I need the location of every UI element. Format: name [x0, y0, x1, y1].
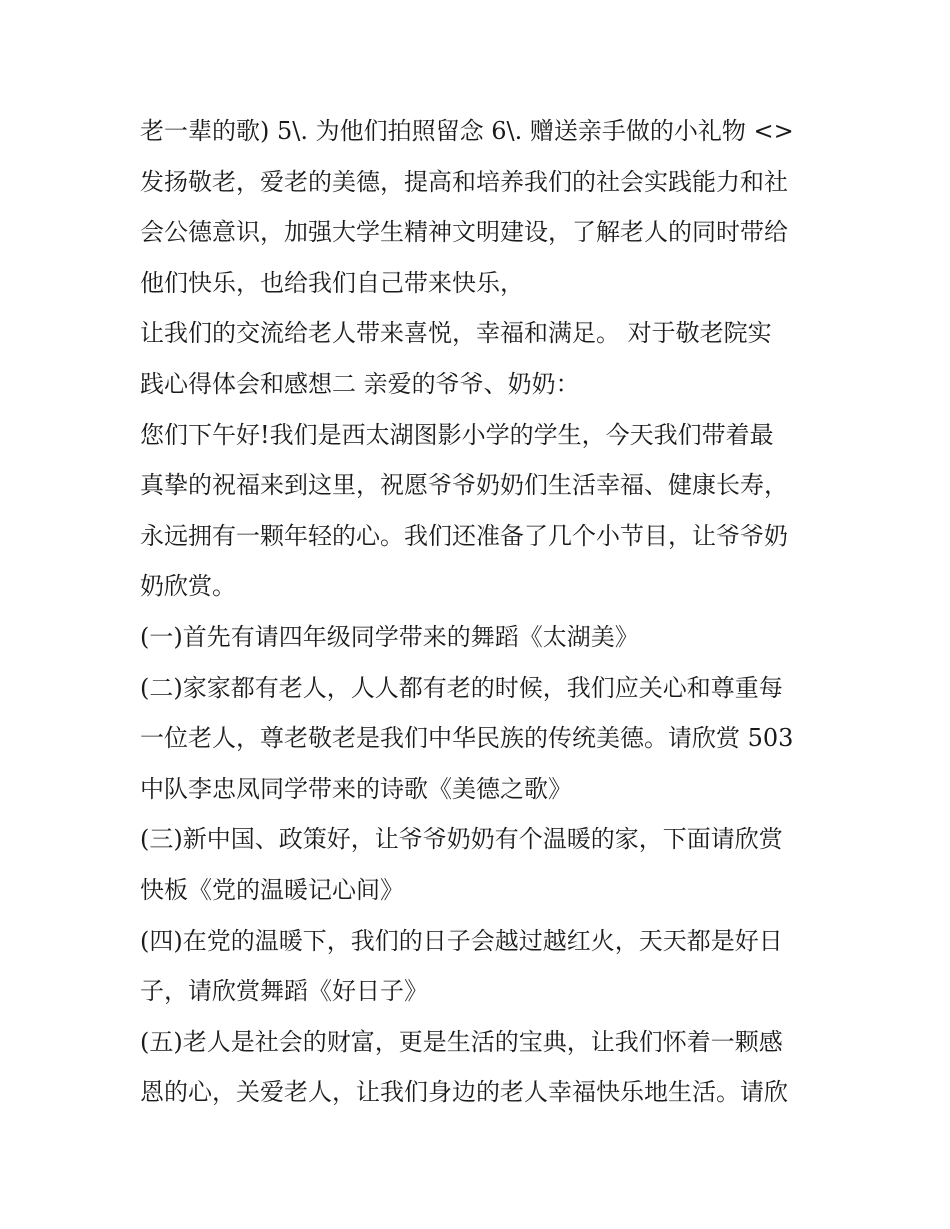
text-line: 永远拥有一颗年轻的心。我们还准备了几个小节目，让爷爷奶	[140, 521, 788, 550]
text-line: 践心得体会和感想二 亲爱的爷爷、奶奶：	[140, 369, 580, 398]
text-line: 他们快乐，也给我们自己带来快乐，	[140, 268, 524, 297]
text-line: 发扬敬老，爱老的美德，提高和培养我们的社会实践能力和社	[140, 167, 788, 196]
text-line: (二)家家都有老人，人人都有老的时候，我们应关心和尊重每	[140, 673, 783, 702]
text-line: (一)首先有请四年级同学带来的舞蹈《太湖美》	[140, 622, 639, 651]
text-line: 奶欣赏。	[140, 572, 236, 601]
text-line: 快板《党的温暖记心间》	[140, 875, 404, 904]
text-line: 让我们的交流给老人带来喜悦，幸福和满足。 对于敬老院实	[140, 319, 772, 348]
text-line: 您们下午好!我们是西太湖图影小学的学生，今天我们带着最	[140, 420, 774, 449]
document-body	[140, 106, 820, 1118]
text-line: 恩的心，关爱老人，让我们身边的老人幸福快乐地生活。请欣	[140, 1078, 788, 1107]
text-line: 老一辈的歌) 5\. 为他们拍照留念 6\. 赠送亲手做的小礼物 <>	[140, 117, 794, 145]
text-line: (四)在党的温暖下，我们的日子会越过越红火，天天都是好日	[140, 926, 783, 955]
text-line: 中队李忠凤同学带来的诗歌《美德之歌》	[140, 774, 572, 803]
text-line: 会公德意识，加强大学生精神文明建设，了解老人的同时带给	[140, 218, 788, 247]
text-line: 子，请欣赏舞蹈《好日子》	[140, 977, 428, 1006]
text-line: 真挚的祝福来到这里，祝愿爷爷奶奶们生活幸福、健康长寿，	[140, 471, 788, 500]
text-line: (五)老人是社会的财富，更是生活的宝典，让我们怀着一颗感	[140, 1027, 783, 1056]
text-line: 一位老人，尊老敬老是我们中华民族的传统美德。请欣赏 503	[140, 724, 794, 753]
text-line: (三)新中国、政策好，让爷爷奶奶有个温暖的家，下面请欣赏	[140, 825, 783, 854]
